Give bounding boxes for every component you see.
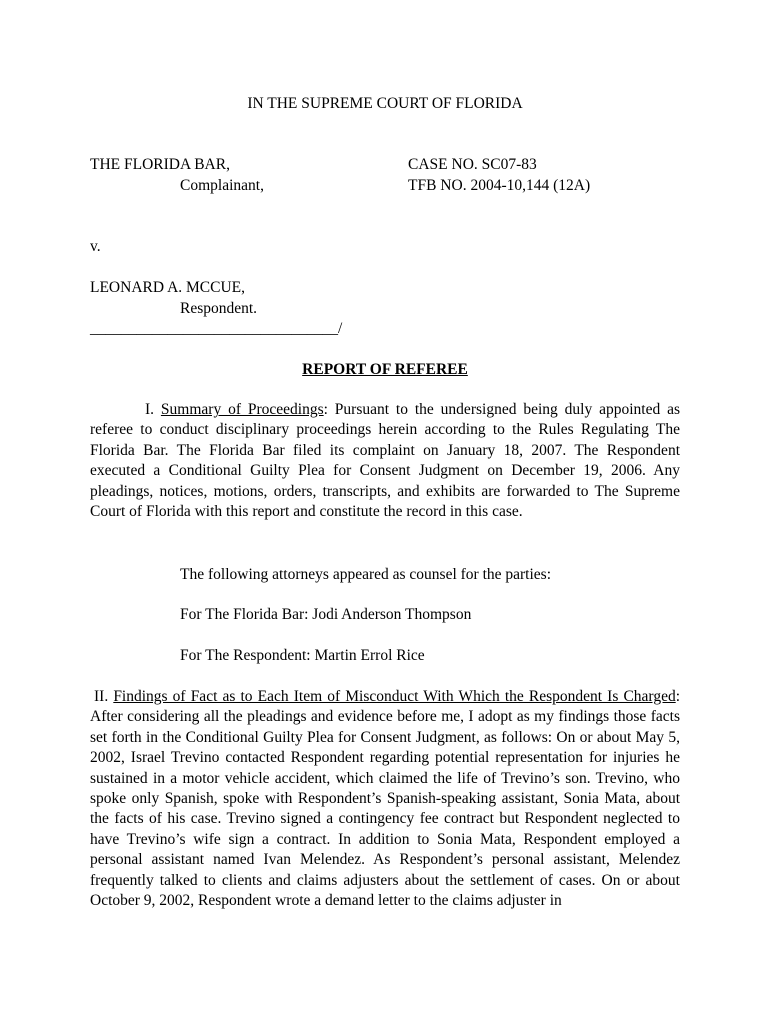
case-number: CASE NO. SC07-83	[408, 156, 537, 173]
counsel-intro: The following attorneys appeared as counsel for the parties:	[180, 566, 552, 583]
bar-counsel: For The Florida Bar: Jodi Anderson Thompson	[180, 606, 472, 623]
section-heading: Findings of Fact as to Each Item of Misconduct With Which the Respondent Is Charged	[113, 688, 676, 705]
section-heading: Summary of Proceedings	[160, 401, 324, 418]
versus-label: v.	[90, 238, 101, 255]
section-findings-of-fact	[90, 687, 680, 911]
tfb-number: TFB NO. 2004-10,144 (12A)	[408, 177, 591, 194]
report-title: REPORT OF REFEREE	[302, 361, 468, 378]
complainant-role: Complainant,	[180, 177, 264, 194]
complainant-name: THE FLORIDA BAR,	[90, 156, 230, 173]
section-number: II.	[94, 688, 114, 705]
section-number: I.	[145, 401, 161, 418]
respondent-counsel: For The Respondent: Martin Errol Rice	[180, 647, 425, 664]
section-summary-of-proceedings	[90, 400, 680, 522]
section-body: : Pursuant to the undersigned being duly appointed as referee to conduct disciplinary proceedings herein according to the Rules Regulating The Florida Bar. The Florida Bar filed its complaint on January 18, 2007. The Respondent executed a Conditional Guilty Plea for Consent Judgment on December 19, 2006. Any pleadings, notices, motions, orders, transcripts, and exhibits are forwarded to The Supreme Court of Florida with this report and constitute the record in this case.	[90, 401, 680, 521]
respondent-role: Respondent.	[180, 300, 258, 317]
section-body: : After considering all the pleadings and evidence before me, I adopt as my findings those facts set forth in the Conditional Guilty Plea for Consent Judgment, as follows: On or about May 5, 2002, Israel Trevino contacted Respondent regarding potential representation for injuries he sustained in a motor vehicle accident, which claimed the life of Trevino’s son. Trevino, who spoke only Spanish, spoke with Respondent’s Spanish-speaking assistant, Sonia Mata, about the facts of his case. Trevino signed a contingency fee contract but Respondent neglected to have Trevino’s wife sign a contract. In addition to Sonia Mata, Respondent employed a personal assistant named Ivan Melendez. As Respondent’s personal assistant, Melendez frequently talked to clients and claims adjusters about the settlement of cases. On or about October 9, 2002, Respondent wrote a demand letter to the claims adjuster in	[90, 688, 681, 910]
caption-signature-rule: ________________________________/	[90, 320, 343, 337]
respondent-name: LEONARD A. MCCUE,	[90, 279, 246, 296]
court-heading: IN THE SUPREME COURT OF FLORIDA	[247, 95, 523, 112]
